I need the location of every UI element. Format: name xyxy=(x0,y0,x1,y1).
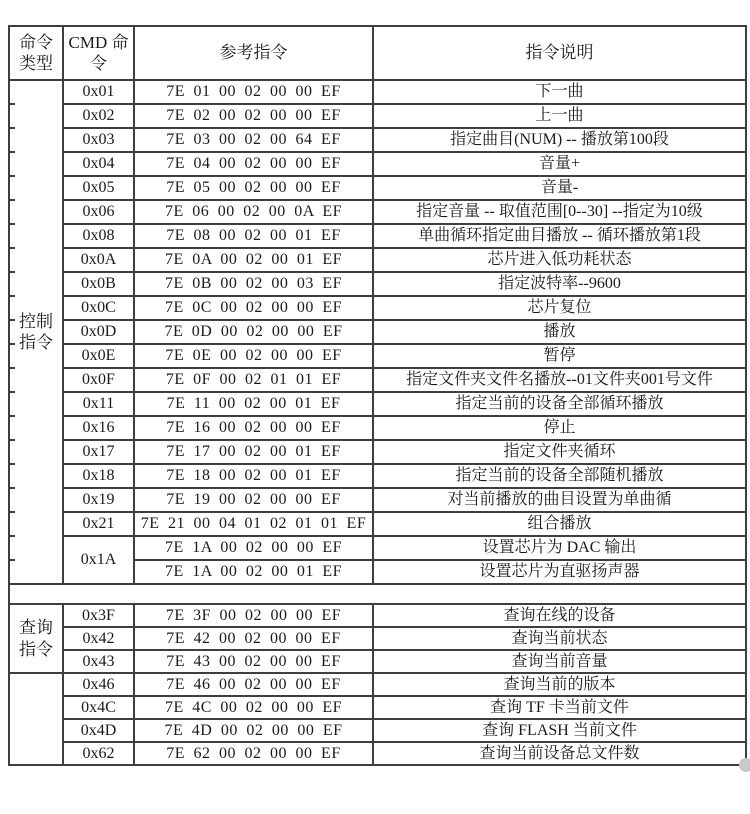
cmd-code-cell: 0x42 xyxy=(63,627,134,650)
reference-instruction-cell: 7E 17 00 02 00 01 EF xyxy=(134,440,373,464)
reference-instruction-cell: 7E 21 00 04 01 02 01 01 EF xyxy=(134,512,373,536)
instruction-description-cell: 查询在线的设备 xyxy=(373,604,746,627)
cmd-code-cell: 0x18 xyxy=(63,464,134,488)
table-row xyxy=(9,224,746,248)
cmd-code-cell: 0x0F xyxy=(63,368,134,392)
cmd-code-cell: 0x06 xyxy=(63,200,134,224)
resize-handle-dot xyxy=(739,758,750,772)
instruction-description-cell: 指定曲目(NUM) -- 播放第100段 xyxy=(373,128,746,152)
cmd-code-cell: 0x46 xyxy=(63,673,134,696)
section-gap xyxy=(9,584,746,604)
cmd-code-cell: 0x02 xyxy=(63,104,134,128)
cmd-code-cell: 0x19 xyxy=(63,488,134,512)
table-row xyxy=(9,488,746,512)
reference-instruction-cell: 7E 0A 00 02 00 01 EF xyxy=(134,248,373,272)
cmd-code-cell: 0x17 xyxy=(63,440,134,464)
cmd-code-cell: 0x0E xyxy=(63,344,134,368)
table-row xyxy=(9,650,746,673)
cmd-code-cell: 0x4D xyxy=(63,719,134,742)
reference-instruction-cell: 7E 16 00 02 00 00 EF xyxy=(134,416,373,440)
reference-instruction-cell: 7E 4D 00 02 00 00 EF xyxy=(134,719,373,742)
cmd-code-cell: 0x0D xyxy=(63,320,134,344)
table-row xyxy=(9,464,746,488)
reference-instruction-cell: 7E 1A 00 02 00 01 EF xyxy=(134,560,373,584)
control-commands-section xyxy=(9,80,746,584)
table-row xyxy=(9,296,746,320)
header-reference-instruction: 参考指令 xyxy=(134,26,373,80)
instruction-description-cell: 芯片复位 xyxy=(373,296,746,320)
instruction-description-cell: 下一曲 xyxy=(373,80,746,104)
table-row xyxy=(9,152,746,176)
table-row xyxy=(9,719,746,742)
instruction-description-cell: 单曲循环指定曲目播放 -- 循环播放第1段 xyxy=(373,224,746,248)
instruction-description-cell: 指定波特率--9600 xyxy=(373,272,746,296)
cmd-code-cell: 0x0A xyxy=(63,248,134,272)
command-type-cell xyxy=(9,673,63,765)
cmd-code-cell: 0x11 xyxy=(63,392,134,416)
command-type-cell: 控制指令 xyxy=(9,80,63,584)
cmd-code-cell: 0x0C xyxy=(63,296,134,320)
instruction-description-cell: 查询当前音量 xyxy=(373,650,746,673)
instruction-description-cell: 指定文件夹文件名播放--01文件夹001号文件 xyxy=(373,368,746,392)
table-row xyxy=(9,604,746,627)
table-header xyxy=(9,26,746,80)
reference-instruction-cell: 7E 43 00 02 00 00 EF xyxy=(134,650,373,673)
table-row xyxy=(9,344,746,368)
reference-instruction-cell: 7E 0F 00 02 01 01 EF xyxy=(134,368,373,392)
query-commands-section xyxy=(9,604,746,673)
instruction-description-cell: 上一曲 xyxy=(373,104,746,128)
command-type-cell: 查询指令 xyxy=(9,604,63,673)
table-row xyxy=(9,272,746,296)
instruction-description-cell: 查询当前的版本 xyxy=(373,673,746,696)
instruction-description-cell: 音量- xyxy=(373,176,746,200)
reference-instruction-cell: 7E 01 00 02 00 00 EF xyxy=(134,80,373,104)
reference-instruction-cell: 7E 05 00 02 00 00 EF xyxy=(134,176,373,200)
cmd-code-cell: 0x03 xyxy=(63,128,134,152)
reference-instruction-cell: 7E 0E 00 02 00 00 EF xyxy=(134,344,373,368)
table-row xyxy=(9,80,746,104)
table-row xyxy=(9,673,746,696)
table-row xyxy=(9,512,746,536)
instruction-description-cell: 芯片进入低功耗状态 xyxy=(373,248,746,272)
reference-instruction-cell: 7E 0D 00 02 00 00 EF xyxy=(134,320,373,344)
header-row xyxy=(9,26,746,80)
instruction-description-cell: 指定音量 -- 取值范围[0--30] --指定为10级 xyxy=(373,200,746,224)
table-row xyxy=(9,392,746,416)
instruction-description-cell: 组合播放 xyxy=(373,512,746,536)
instruction-description-cell: 查询当前设备总文件数 xyxy=(373,742,746,765)
table-row xyxy=(9,742,746,765)
command-reference-table xyxy=(8,25,747,766)
reference-instruction-cell: 7E 46 00 02 00 00 EF xyxy=(134,673,373,696)
reference-instruction-cell: 7E 19 00 02 00 00 EF xyxy=(134,488,373,512)
reference-instruction-cell: 7E 08 00 02 00 01 EF xyxy=(134,224,373,248)
table-row xyxy=(9,128,746,152)
instruction-description-cell: 指定文件夹循环 xyxy=(373,440,746,464)
cmd-code-cell: 0x43 xyxy=(63,650,134,673)
reference-instruction-cell: 7E 62 00 02 00 00 EF xyxy=(134,742,373,765)
cmd-code-cell: 0x05 xyxy=(63,176,134,200)
header-cmd-code: CMD 命令 xyxy=(63,26,134,80)
reference-instruction-cell: 7E 04 00 02 00 00 EF xyxy=(134,152,373,176)
instruction-description-cell: 设置芯片为直驱扬声器 xyxy=(373,560,746,584)
header-instruction-description: 指令说明 xyxy=(373,26,746,80)
instruction-description-cell: 指定当前的设备全部随机播放 xyxy=(373,464,746,488)
table-row xyxy=(9,627,746,650)
cmd-code-cell: 0x16 xyxy=(63,416,134,440)
table-row xyxy=(9,696,746,719)
cmd-code-cell: 0x08 xyxy=(63,224,134,248)
instruction-description-cell: 查询 TF 卡当前文件 xyxy=(373,696,746,719)
table-row xyxy=(9,440,746,464)
table-row xyxy=(9,200,746,224)
reference-instruction-cell: 7E 1A 00 02 00 00 EF xyxy=(134,536,373,560)
header-command-type: 命令类型 xyxy=(9,26,63,80)
instruction-description-cell: 播放 xyxy=(373,320,746,344)
table-row xyxy=(9,104,746,128)
reference-instruction-cell: 7E 0C 00 02 00 00 EF xyxy=(134,296,373,320)
section-gap-row xyxy=(9,584,746,604)
table-row xyxy=(9,176,746,200)
reference-instruction-cell: 7E 3F 00 02 00 00 EF xyxy=(134,604,373,627)
table-row xyxy=(9,536,746,560)
query-commands-section-continued xyxy=(9,673,746,765)
cmd-code-cell: 0x04 xyxy=(63,152,134,176)
table-row xyxy=(9,248,746,272)
reference-instruction-cell: 7E 03 00 02 00 64 EF xyxy=(134,128,373,152)
section-gap-body xyxy=(9,584,746,604)
instruction-description-cell: 音量+ xyxy=(373,152,746,176)
cmd-code-cell: 0x62 xyxy=(63,742,134,765)
instruction-description-cell: 指定当前的设备全部循环播放 xyxy=(373,392,746,416)
instruction-description-cell: 对当前播放的曲目设置为单曲循 xyxy=(373,488,746,512)
table-row xyxy=(9,368,746,392)
instruction-description-cell: 查询 FLASH 当前文件 xyxy=(373,719,746,742)
reference-instruction-cell: 7E 11 00 02 00 01 EF xyxy=(134,392,373,416)
table-row xyxy=(9,416,746,440)
reference-instruction-cell: 7E 0B 00 02 00 03 EF xyxy=(134,272,373,296)
instruction-description-cell: 设置芯片为 DAC 输出 xyxy=(373,536,746,560)
reference-instruction-cell: 7E 02 00 02 00 00 EF xyxy=(134,104,373,128)
table-row xyxy=(9,320,746,344)
cmd-code-cell: 0x4C xyxy=(63,696,134,719)
cmd-code-cell: 0x1A xyxy=(63,536,134,584)
cmd-code-cell: 0x21 xyxy=(63,512,134,536)
instruction-description-cell: 暂停 xyxy=(373,344,746,368)
instruction-description-cell: 停止 xyxy=(373,416,746,440)
cmd-code-cell: 0x0B xyxy=(63,272,134,296)
cmd-code-cell: 0x3F xyxy=(63,604,134,627)
instruction-description-cell: 查询当前状态 xyxy=(373,627,746,650)
cmd-code-cell: 0x01 xyxy=(63,80,134,104)
reference-instruction-cell: 7E 42 00 02 00 00 EF xyxy=(134,627,373,650)
reference-instruction-cell: 7E 4C 00 02 00 00 EF xyxy=(134,696,373,719)
reference-instruction-cell: 7E 06 00 02 00 0A EF xyxy=(134,200,373,224)
reference-instruction-cell: 7E 18 00 02 00 01 EF xyxy=(134,464,373,488)
